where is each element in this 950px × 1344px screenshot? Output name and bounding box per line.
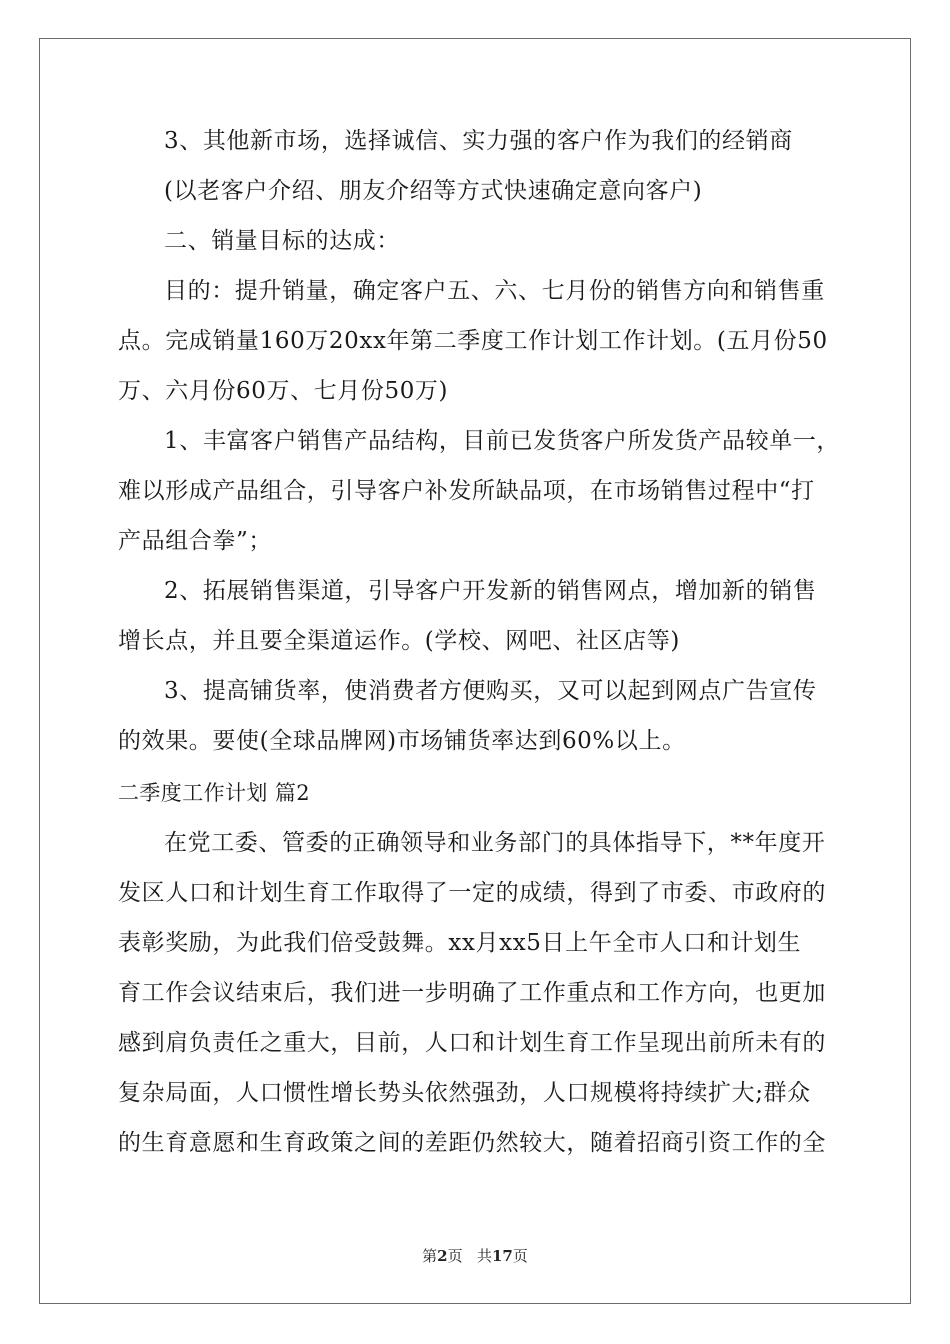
section-heading: 二、销量目标的达成： [164, 228, 400, 254]
text-line: 3、提高铺货率，使消费者方便购买，又可以起到网点广告宣传 [164, 678, 817, 704]
text-line: 产品组合拳”； [118, 528, 272, 554]
total-prefix: 共 [476, 1247, 492, 1265]
text-line: 表彰奖励，为此我们倍受鼓舞。xx月xx5日上午全市人口和计划生 [118, 930, 802, 956]
page-suffix: 页 [447, 1247, 463, 1265]
total-pages: 17 [491, 1247, 513, 1265]
page-footer [0, 1246, 950, 1266]
text-line: 感到肩负责任之重大，目前，人口和计划生育工作呈现出前所未有的 [118, 1030, 826, 1056]
text-line: 增长点，并且要全渠道运作。(学校、网吧、社区店等) [118, 628, 680, 654]
text-line: 复杂局面，人口惯性增长势头依然强劲，人口规模将持续扩大;群众 [118, 1080, 811, 1106]
total-suffix: 页 [512, 1247, 528, 1265]
text-line: 在党工委、管委的正确领导和业务部门的具体指导下，**年度开 [164, 830, 826, 856]
text-line: 目的：提升销量，确定客户五、六、七月份的销售方向和销售重 [164, 278, 825, 304]
text-line: 1、丰富客户销售产品结构，目前已发货客户所发货产品较单一， [164, 428, 841, 454]
page-prefix: 第 [422, 1247, 438, 1265]
article-title: 二季度工作计划 篇2 [118, 781, 311, 805]
text-line: 点。完成销量160万20xx年第二季度工作计划工作计划。(五月份50 [118, 328, 828, 354]
page-number: 2 [437, 1247, 448, 1265]
text-line: 万、六月份60万、七月份50万) [118, 378, 449, 404]
text-line: (以老客户介绍、朋友介绍等方式快速确定意向客户) [164, 178, 703, 204]
text-line: 难以形成产品组合，引导客户补发所缺品项，在市场销售过程中“打 [118, 478, 815, 504]
text-line: 3、其他新市场，选择诚信、实力强的客户作为我们的经销商 [164, 128, 793, 154]
text-line: 发区人口和计划生育工作取得了一定的成绩，得到了市委、市政府的 [118, 880, 826, 906]
text-line: 2、拓展销售渠道，引导客户开发新的销售网点，增加新的销售 [164, 578, 817, 604]
text-line: 育工作会议结束后，我们进一步明确了工作重点和工作方向，也更加 [118, 980, 826, 1006]
text-line: 的生育意愿和生育政策之间的差距仍然较大，随着招商引资工作的全 [118, 1130, 826, 1156]
text-line: 的效果。要使(全球品牌网)市场铺货率达到60%以上。 [118, 728, 686, 754]
